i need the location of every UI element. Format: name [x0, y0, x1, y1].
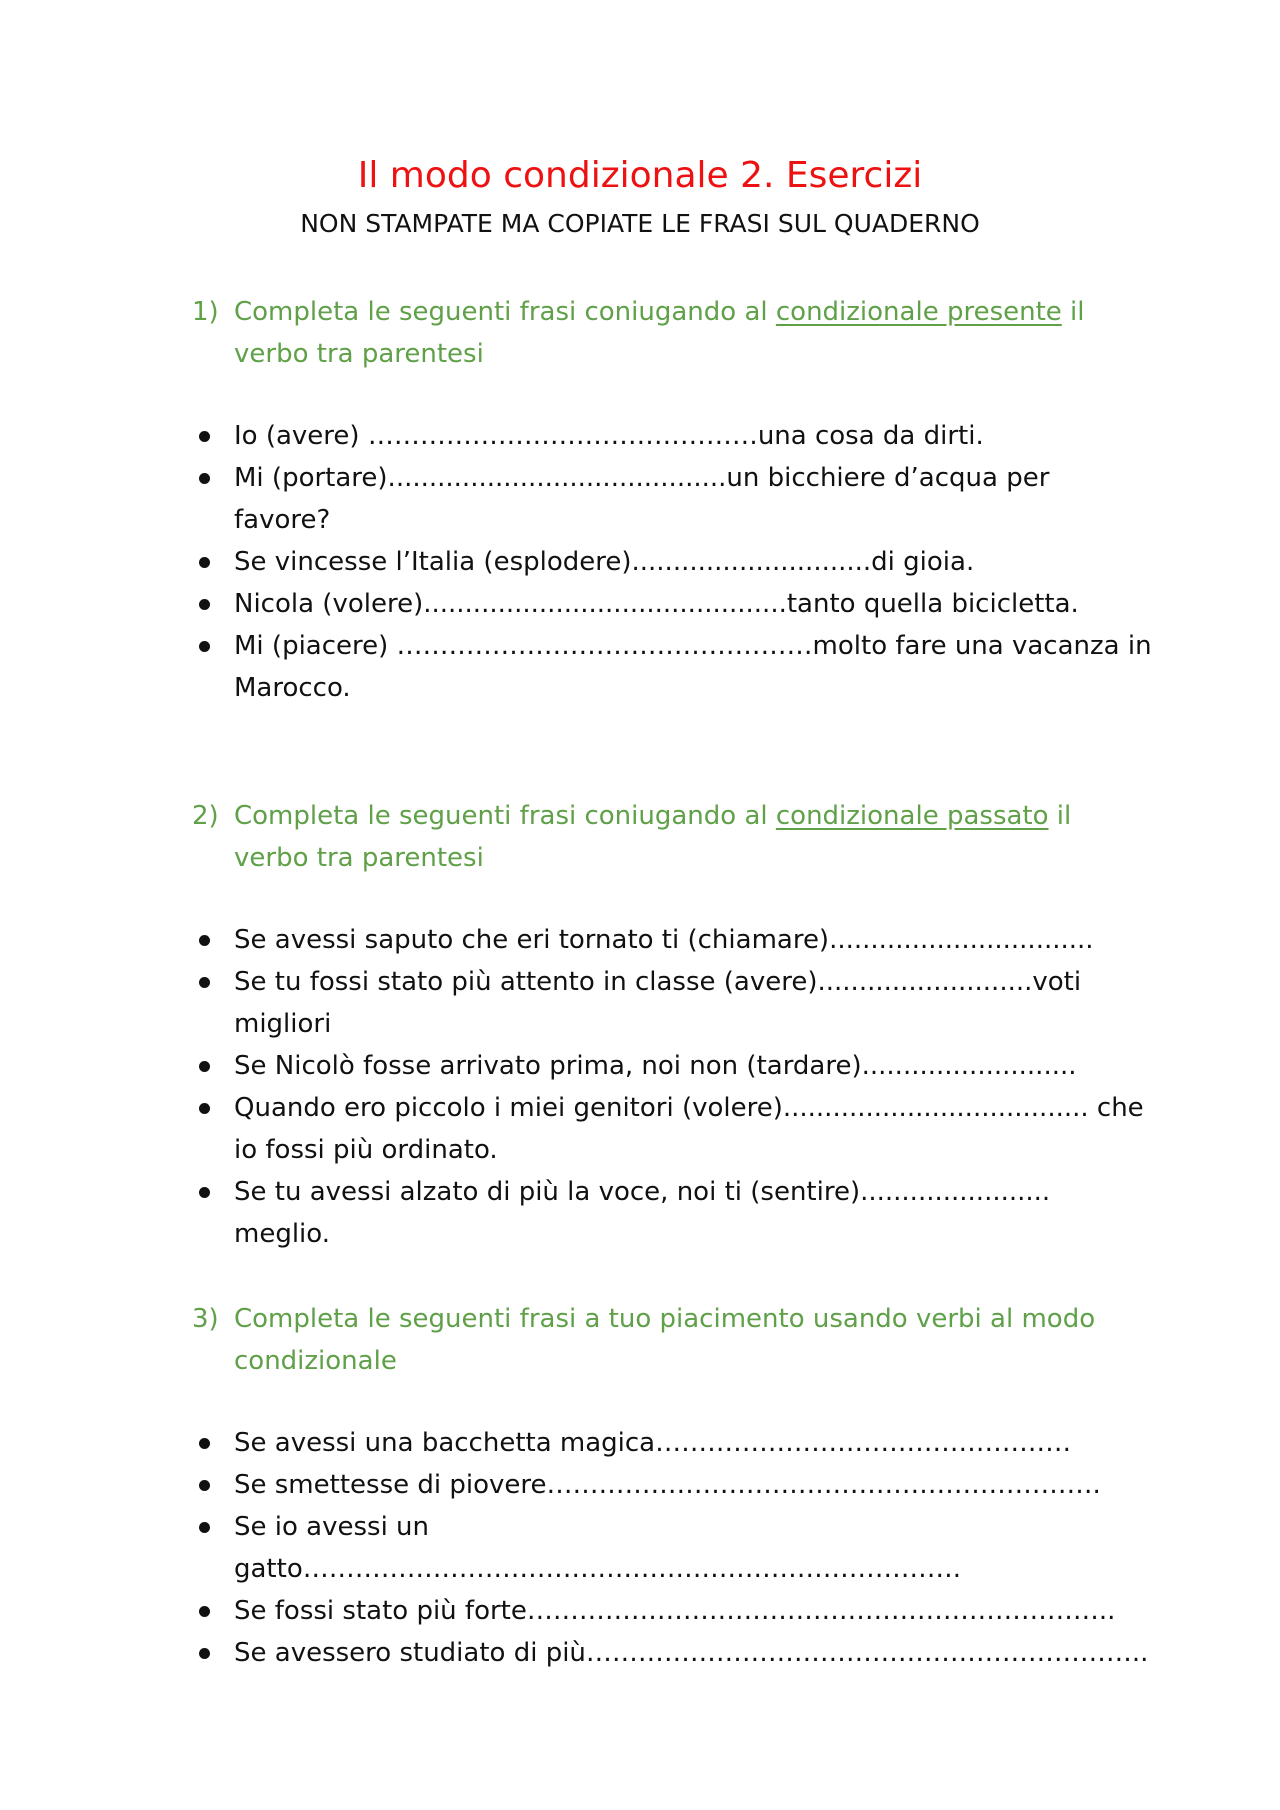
list-item	[192, 1632, 1152, 1674]
list-item	[192, 415, 1152, 457]
bullet-icon	[199, 977, 210, 988]
list-item	[192, 919, 1152, 961]
sentence-text: Se avessero studiato di più………………………………………………………..	[234, 1638, 1149, 1668]
exercise-3-heading	[192, 1298, 1152, 1382]
exercise-3-list	[192, 1422, 1152, 1674]
sentence-text: Se io avessi un gatto………………………………………………………………….	[234, 1512, 961, 1584]
exercise-2-number: 2)	[192, 801, 219, 831]
list-item	[192, 1590, 1152, 1632]
list-item	[192, 583, 1152, 625]
bullet-icon	[199, 557, 210, 568]
sentence-text: Se avessi una bacchetta magica…………………………………………	[234, 1428, 1072, 1458]
page-title: Il modo condizionale 2. Esercizi	[357, 155, 923, 196]
list-item	[192, 1506, 1152, 1590]
bullet-icon	[199, 1187, 210, 1198]
list-item	[192, 457, 1152, 541]
bullet-icon	[199, 431, 210, 442]
sentence-text: Mi (piacere) …………………………………………molto fare una vacanza in Marocco.	[234, 631, 1152, 703]
bullet-icon	[199, 1103, 210, 1114]
list-item	[192, 625, 1152, 709]
list-item	[192, 541, 1152, 583]
list-item	[192, 1464, 1152, 1506]
list-item	[192, 1422, 1152, 1464]
exercise-1-number: 1)	[192, 297, 219, 327]
exercise-1-underlined: condizionale presente	[775, 297, 1062, 327]
exercise-2-text-after: il verbo tra parentesi	[234, 801, 1072, 873]
exercise-3-text: Completa le seguenti frasi a tuo piacimento usando verbi al modo condizionale	[234, 1304, 1096, 1376]
exercise-2-heading	[192, 795, 1152, 879]
exercise-1-text-after: il verbo tra parentesi	[234, 297, 1085, 369]
exercise-2-underlined: condizionale passato	[775, 801, 1049, 831]
exercise-1-list	[192, 415, 1152, 709]
exercise-1	[192, 291, 1152, 709]
sentence-text: Se tu avessi alzato di più la voce, noi ti (sentire)....................... meglio.	[234, 1177, 1051, 1249]
bullet-icon	[199, 1522, 210, 1533]
bullet-icon	[199, 641, 210, 652]
exercise-2	[192, 795, 1152, 1255]
sentence-text: Se avessi saputo che eri tornato ti (chiamare)................................	[234, 925, 1094, 955]
bullet-icon	[199, 1061, 210, 1072]
page-subtitle: NON STAMPATE MA COPIATE LE FRASI SUL QUADERNO	[300, 209, 980, 238]
sentence-text: Se Nicolò fosse arrivato prima, noi non (tardare)..........................	[234, 1051, 1077, 1081]
exercise-1-heading	[192, 291, 1152, 375]
bullet-icon	[199, 935, 210, 946]
list-item	[192, 1045, 1152, 1087]
bullet-icon	[199, 599, 210, 610]
sentence-text: Mi (portare).........................................un bicchiere d’acqua per favore?	[234, 463, 1050, 535]
bullet-icon	[199, 1648, 210, 1659]
sentence-text: Io (avere) ………………………………………una cosa da dirti.	[234, 421, 984, 451]
exercise-2-text: Completa le seguenti frasi coniugando al	[234, 801, 776, 831]
bullet-icon	[199, 473, 210, 484]
sentence-text: Nicola (volere)............................................tanto quella bicicletta.	[234, 589, 1079, 619]
list-item	[192, 961, 1152, 1045]
sentence-text: Se vincesse l’Italia (esplodere).............................di gioia.	[234, 547, 975, 577]
list-item	[192, 1087, 1152, 1171]
list-item	[192, 1171, 1152, 1255]
bullet-icon	[199, 1438, 210, 1449]
bullet-icon	[199, 1480, 210, 1491]
sentence-text: Quando ero piccolo i miei genitori (volere)..................................... che io fossi più ordinato.	[234, 1093, 1144, 1165]
exercise-1-text: Completa le seguenti frasi coniugando al	[234, 297, 776, 327]
exercise-3	[192, 1298, 1152, 1674]
sentence-text: Se smettesse di piovere……………………………………………………….	[234, 1470, 1101, 1500]
exercise-2-list	[192, 919, 1152, 1255]
bullet-icon	[199, 1606, 210, 1617]
sentence-text: Se tu fossi stato più attento in classe (avere)..........................voti migliori	[234, 967, 1082, 1039]
sentence-text: Se fossi stato più forte…………………………………………………………..	[234, 1596, 1116, 1626]
exercise-3-number: 3)	[192, 1304, 219, 1334]
